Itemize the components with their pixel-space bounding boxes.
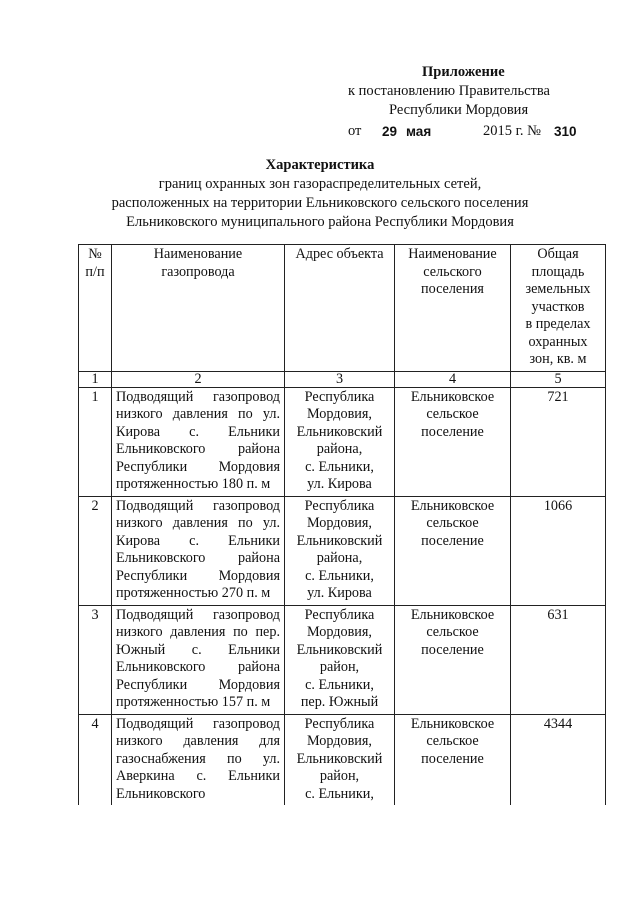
column-number: 2	[112, 371, 285, 387]
pipeline-description: Подводящий газопровод низкого давления по пер. Южный с. Ельники Ельниковского района Республики Мордовия протяженностью 157 п. м	[112, 605, 285, 714]
row-number: 3	[79, 605, 112, 714]
heading-title: Характеристика	[265, 157, 375, 173]
settlement-name: Ельниковское сельское поселение	[395, 714, 511, 805]
pipeline-description: Подводящий газопровод низкого давления для газоснабжения по ул. Аверкина с. Ельники Ельниковского	[112, 714, 285, 805]
document-heading	[0, 156, 640, 232]
appendix-year: 2015 г. №	[483, 123, 542, 139]
pipeline-description: Подводящий газопровод низкого давления по ул. Кирова с. Ельники Ельниковского района Республики Мордовия протяженностью 180 п. м	[112, 387, 285, 496]
zone-area: 631	[511, 605, 606, 714]
settlement-name: Ельниковское сельское поселение	[395, 605, 511, 714]
header-cell-settlement: Наименование сельского поселения	[395, 245, 511, 372]
appendix-number: 310	[554, 124, 577, 139]
settlement-name: Ельниковское сельское поселение	[395, 387, 511, 496]
settlement-name: Ельниковское сельское поселение	[395, 496, 511, 605]
table-row	[79, 387, 606, 496]
zone-area: 721	[511, 387, 606, 496]
zone-area: 1066	[511, 496, 606, 605]
appendix-from: от	[348, 123, 362, 139]
table-row	[79, 714, 606, 805]
appendix-day: 29	[382, 124, 398, 139]
object-address: Республика Мордовия, Ельниковский район, с. Ельники,	[285, 714, 395, 805]
zone-area: 4344	[511, 714, 606, 805]
table-row	[79, 605, 606, 714]
column-number: 1	[79, 371, 112, 387]
row-number: 1	[79, 387, 112, 496]
table-header-row	[79, 245, 606, 372]
appendix-line-1: к постановлению Правительства	[348, 83, 550, 99]
object-address: Республика Мордовия, Ельниковский район, с. Ельники, пер. Южный	[285, 605, 395, 714]
appendix-line-2: Республики Мордовия	[389, 102, 529, 118]
pipeline-description: Подводящий газопровод низкого давления по ул. Кирова с. Ельники Ельниковского района Республики Мордовия протяженностью 270 п. м	[112, 496, 285, 605]
appendix-title: Приложение	[422, 64, 505, 80]
table-row	[79, 496, 606, 605]
header-cell-number: № п/п	[79, 245, 112, 372]
column-numbers-row	[79, 371, 606, 387]
object-address: Республика Мордовия, Ельниковский района, с. Ельники, ул. Кирова	[285, 496, 395, 605]
appendix-block	[340, 63, 580, 142]
row-number: 2	[79, 496, 112, 605]
object-address: Республика Мордовия, Ельниковский района, с. Ельники, ул. Кирова	[285, 387, 395, 496]
heading-line-3: Ельниковского муниципального района Республики Мордовия	[126, 214, 514, 230]
heading-line-1: границ охранных зон газораспределительных сетей,	[158, 176, 482, 192]
header-cell-address: Адрес объекта	[285, 245, 395, 372]
heading-line-2: расположенных на территории Ельниковского сельского поселения	[111, 195, 529, 211]
column-number: 4	[395, 371, 511, 387]
column-number: 5	[511, 371, 606, 387]
gas-zones-table	[78, 244, 606, 805]
appendix-date-line	[340, 122, 580, 142]
header-cell-area: Общая площадь земельных участков в пределах охранных зон, кв. м	[511, 245, 606, 372]
header-cell-pipeline: Наименование газопровода	[112, 245, 285, 372]
column-number: 3	[285, 371, 395, 387]
appendix-month: мая	[406, 124, 432, 139]
row-number: 4	[79, 714, 112, 805]
